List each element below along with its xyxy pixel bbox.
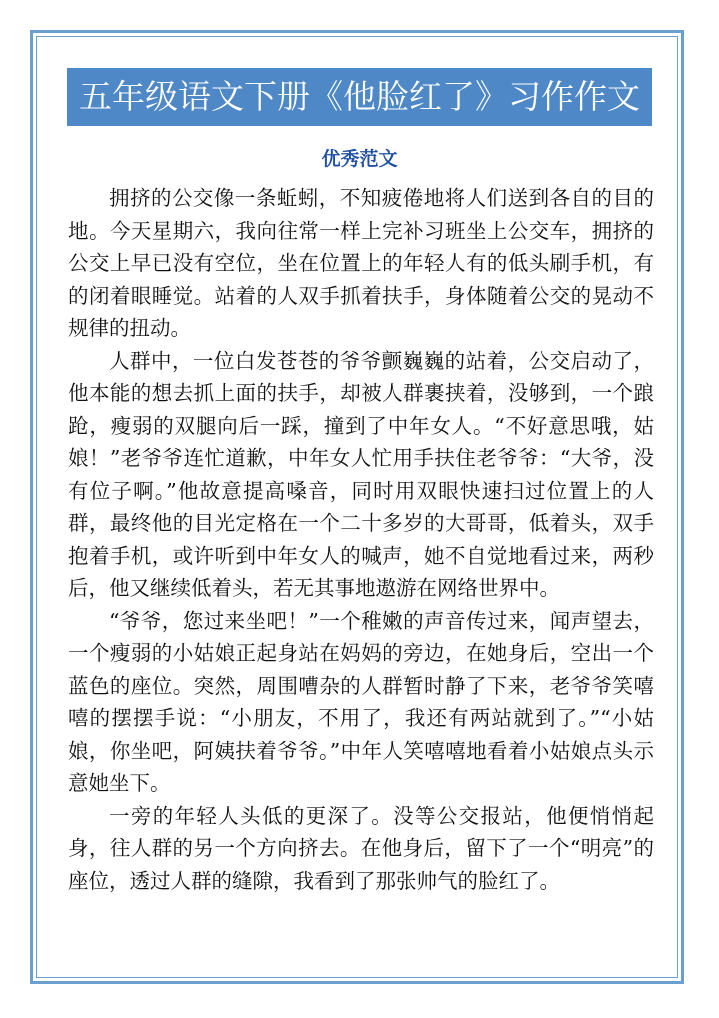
page-title: 五年级语文下册《他脸红了》习作作文	[67, 68, 652, 126]
section-subtitle: 优秀范文	[321, 148, 398, 170]
essay-paragraph: 人群中，一位白发苍苍的爷爷颤巍巍的站着，公交启动了，他本能的想去抓上面的扶手，却被人群裹挟着，没够到，一个踉跄，瘦弱的双腿向后一踩，撞到了中年女人。“不好意思哦，姑娘！”老爷爷连忙道歉，中年女人忙用手扶住老爷爷：“大爷，没有位子啊。”他故意提高嗓音，同时用双眼快速扫过位置上的人群，最终他的目光定格在一个二十多岁的大哥哥，低着头，双手抱着手机，或许听到中年女人的喊声，她不自觉地看过来，两秒后，他又继续低着头，若无其事地遨游在网络世界中。	[68, 348, 654, 600]
essay-paragraph: 拥挤的公交像一条蚯蚓，不知疲倦地将人们送到各自的目的地。今天星期六，我向往常一样上完补习班坐上公交车，拥挤的公交上早已没有空位，坐在位置上的年轻人有的低头刷手机，有的闭着眼睡觉。站着的人双手抓着扶手，身体随着公交的晃动不规律的扭动。	[68, 186, 654, 340]
essay-paragraph: 一旁的年轻人头低的更深了。没等公交报站，他便悄悄起身，往人群的另一个方向挤去。在他身后，留下了一个“明亮”的座位，透过人群的缝隙，我看到了那张帅气的脸红了。	[68, 803, 654, 893]
essay-paragraph: “爷爷，您过来坐吧！”一个稚嫩的声音传过来，闻声望去，一个瘦弱的小姑娘正起身站在妈妈的旁边，在她身后，空出一个蓝色的座位。突然，周围嘈杂的人群暂时静了下来，老爷爷笑嘻嘻的摆摆手说：“小朋友，不用了，我还有两站就到了。”“小姑娘，你坐吧，阿姨扶着爷爷。”中年人笑嘻嘻地看着小姑娘点头示意她坐下。	[68, 608, 654, 795]
essay-body	[68, 182, 654, 897]
